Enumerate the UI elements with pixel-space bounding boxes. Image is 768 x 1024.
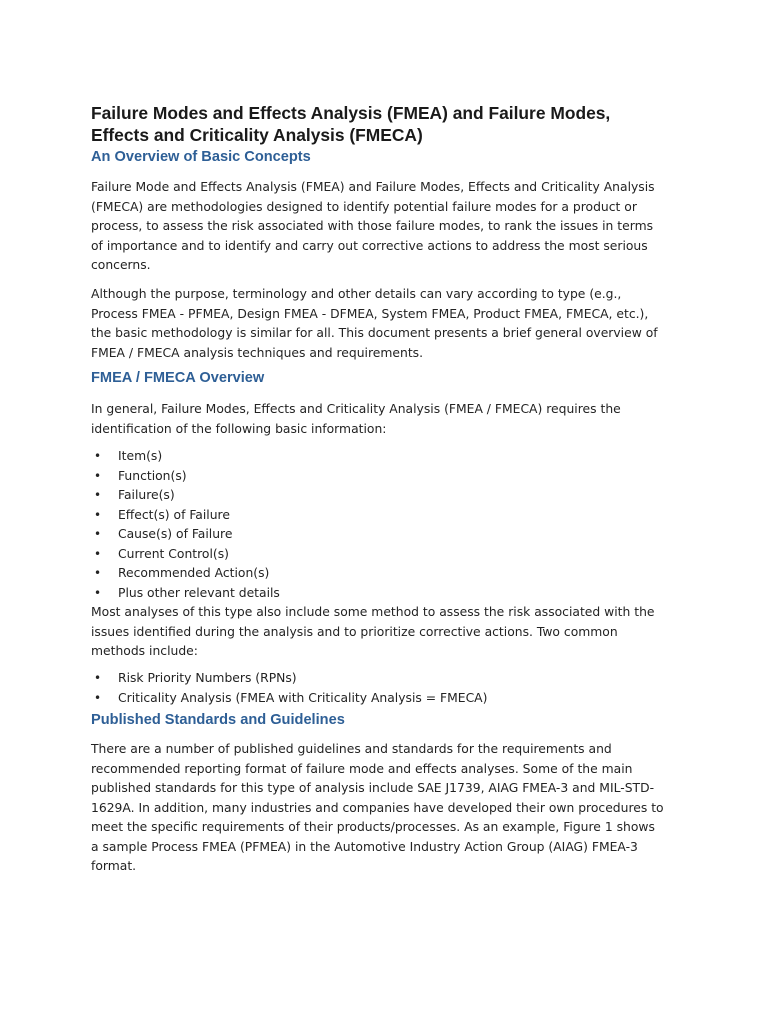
text-line: issues identified during the analysis and to prioritize corrective actions. Two common <box>91 624 618 639</box>
bullet-icon: • <box>94 566 102 580</box>
list-item-text: Recommended Action(s) <box>118 566 270 580</box>
text-line: methods include: <box>91 644 198 658</box>
risk-methods-paragraph <box>91 603 691 662</box>
bullet-icon: • <box>94 585 102 600</box>
bullet-icon: • <box>94 449 102 463</box>
bullet-icon: • <box>94 507 102 522</box>
section-heading-standards: Published Standards and Guidelines <box>91 712 345 728</box>
text-line: concerns. <box>91 258 151 272</box>
list-item <box>91 545 691 565</box>
bullet-icon: • <box>94 690 102 705</box>
fmea-intro-paragraph <box>91 400 691 439</box>
overview-paragraph-2 <box>91 285 691 363</box>
list-item <box>91 486 691 506</box>
list-item-text: Failure(s) <box>118 488 175 502</box>
text-line: There are a number of published guidelines and standards for the requirements and <box>91 742 612 756</box>
list-item <box>91 584 691 604</box>
overview-paragraph-1 <box>91 178 691 276</box>
text-line: 1629A. In addition, many industries and companies have developed their own procedures to <box>91 800 664 815</box>
title-line: Effects and Criticality Analysis (FMECA) <box>91 125 423 145</box>
bullet-icon: • <box>94 546 102 561</box>
text-line: In general, Failure Modes, Effects and Criticality Analysis (FMEA / FMECA) requires the <box>91 402 621 416</box>
text-line: recommended reporting format of failure mode and effects analyses. Some of the main <box>91 761 633 776</box>
text-line: of importance and to identify and carry out corrective actions to address the most serious <box>91 238 648 253</box>
text-line: FMEA / FMECA analysis techniques and requirements. <box>91 345 424 360</box>
list-item-text: Current Control(s) <box>118 546 229 561</box>
list-item-text: Plus other relevant details <box>118 585 280 600</box>
bullet-icon: • <box>94 488 102 502</box>
bullet-icon: • <box>94 527 102 541</box>
list-item <box>91 467 691 487</box>
list-item-text: Risk Priority Numbers (RPNs) <box>118 671 297 685</box>
text-line: Most analyses of this type also include some method to assess the risk associated with the <box>91 605 655 619</box>
list-item <box>91 564 691 584</box>
list-item <box>91 525 691 545</box>
document-title <box>91 102 691 146</box>
section-heading-fmea-overview: FMEA / FMECA Overview <box>91 370 265 386</box>
risk-methods-list <box>91 669 691 708</box>
text-line: Although the purpose, terminology and other details can vary according to type (e.g., <box>91 287 622 301</box>
list-item-text: Effect(s) of Failure <box>118 507 230 522</box>
text-line: Process FMEA - PFMEA, Design FMEA - DFMEA, System FMEA, Product FMEA, FMECA, etc.), <box>91 306 649 321</box>
text-line: process, to assess the risk associated with those failure modes, to rank the issues in terms <box>91 219 654 233</box>
text-line: the basic methodology is similar for all. This document presents a brief general overview of <box>91 326 658 340</box>
list-item-text: Criticality Analysis (FMEA with Criticality Analysis = FMECA) <box>118 690 488 705</box>
list-item-text: Function(s) <box>118 468 187 483</box>
text-line: (FMECA) are methodologies designed to identify potential failure modes for a product or <box>91 199 637 214</box>
list-item <box>91 689 691 709</box>
text-line: format. <box>91 859 137 873</box>
list-item-text: Cause(s) of Failure <box>118 527 233 541</box>
text-line: meet the specific requirements of their products/processes. As an example, Figure 1 shows <box>91 820 655 834</box>
section-heading-overview: An Overview of Basic Concepts <box>91 149 311 165</box>
text-line: Failure Mode and Effects Analysis (FMEA) and Failure Modes, Effects and Criticality Analysis <box>91 180 655 194</box>
text-line: identification of the following basic information: <box>91 421 387 436</box>
list-item <box>91 669 691 689</box>
text-line: a sample Process FMEA (PFMEA) in the Automotive Industry Action Group (AIAG) FMEA-3 <box>91 839 638 854</box>
list-item-text: Item(s) <box>118 449 163 463</box>
bullet-icon: • <box>94 468 102 483</box>
title-line: Failure Modes and Effects Analysis (FMEA) and Failure Modes, <box>91 103 611 123</box>
text-line: published standards for this type of analysis include SAE J1739, AIAG FMEA-3 and MIL-STD- <box>91 781 655 795</box>
list-item <box>91 447 691 467</box>
bullet-icon: • <box>94 671 102 685</box>
basic-information-list <box>91 447 691 603</box>
list-item <box>91 506 691 526</box>
standards-paragraph <box>91 740 691 877</box>
